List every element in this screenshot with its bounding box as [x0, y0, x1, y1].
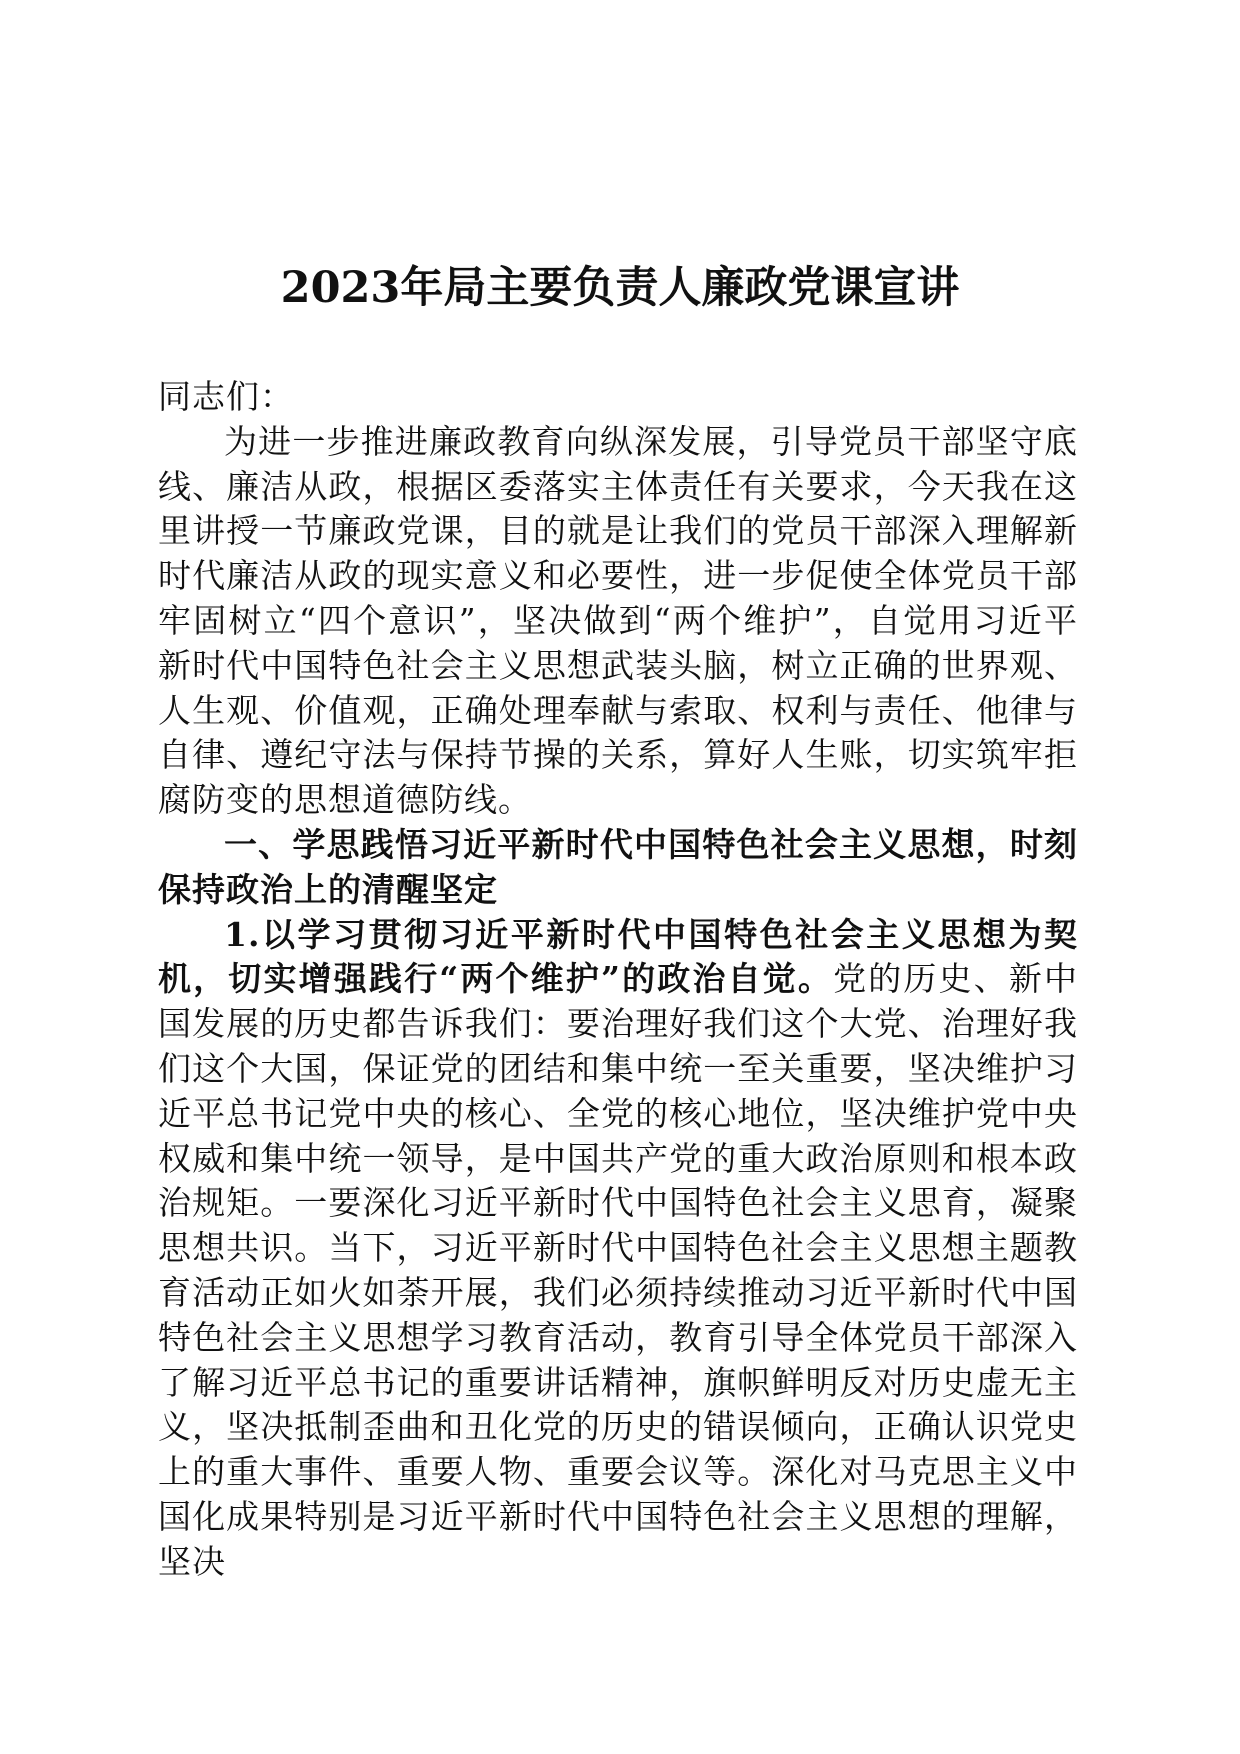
- greeting: 同志们：: [158, 377, 294, 416]
- intro-paragraph: 为进一步推进廉政教育向纵深发展，引导党员干部坚守底线、廉洁从政，根据区委落实主体责任有关要求，今天我在这里讲授一节廉政党课，目的就是让我们的党员干部深入理解新时代廉洁从政的现实意义和必要性，进一步促使全体党员干部牢固树立“四个意识”，坚决做到“两个维护”，自觉用习近平新时代中国特色社会主义思想武装头脑，树立正确的世界观、人生观、价值观，正确处理奉献与索取、权利与责任、他律与自律、遵纪守法与保持节操的关系，算好人生账，切实筑牢拒腐防变的思想道德防线。: [158, 421, 1078, 820]
- point-1-body: 党的历史、新中国发展的历史都告诉我们：要治理好我们这个大党、治理好我们这个大国，保证党的团结和集中统一至关重要，坚决维护习近平总书记党中央的核心、全党的核心地位，坚决维护党中央权威和集中统一领导，是中国共产党的重大政治原则和根本政治规矩。一要深化习近平新时代中国特色社会主义思育，凝聚思想共识。当下，习近平新时代中国特色社会主义思想主题教育活动正如火如荼开展，我们必须持续推动习近平新时代中国特色社会主义思想学习教育活动，教育引导全体党员干部深入了解习近平总书记的重要讲话精神，旗帜鲜明反对历史虚无主义，坚决抵制歪曲和丑化党的历史的错误倾向，正确认识党史上的重大事件、重要人物、重要会议等。深化对马克思主义中国化成果特别是习近平新时代中国特色社会主义思想的理解，坚决: [158, 959, 1079, 1581]
- point-1-lead: 1.以学习贯彻习近平新时代中国特色社会主义思想为契机，切实增强践行“两个维护”的政治自觉。: [158, 914, 1078, 999]
- document-title: 2023年局主要负责人廉政党课宣讲: [280, 263, 960, 313]
- section-heading-1: 一、学思践悟习近平新时代中国特色社会主义思想，时刻保持政治上的清醒坚定: [158, 824, 1078, 909]
- document-body: [158, 375, 1078, 1585]
- point-1-paragraph: [158, 913, 1078, 1585]
